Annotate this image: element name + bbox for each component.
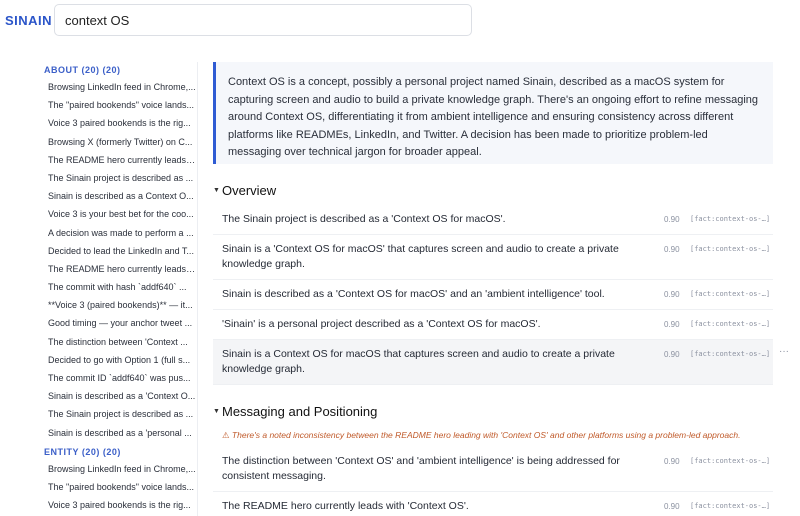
inconsistency-warning: ⚠ There's a noted inconsistency between the README hero leading with 'Context OS' and other platforms using a problem-led approach. xyxy=(222,430,741,440)
confidence-score: 0.90 xyxy=(664,290,680,299)
sidebar-item[interactable]: The distinction between 'Context ... xyxy=(48,336,188,347)
sidebar-divider xyxy=(197,62,198,516)
sidebar-item[interactable]: The commit with hash `addf640` ... xyxy=(48,282,187,293)
sidebar-section-entity-title: ENTITY (20) (20) xyxy=(44,446,121,457)
section-title: Messaging and Positioning xyxy=(222,403,378,419)
sidebar-item[interactable]: **Voice 3 (paired bookends)** — it... xyxy=(48,300,193,311)
sidebar-item[interactable]: Voice 3 is your best bet for the coo... xyxy=(48,209,194,220)
fact-row[interactable] xyxy=(213,492,773,516)
fact-source-tag: [fact:context-os-…] xyxy=(690,245,771,253)
fact-text: Sinain is a 'Context OS for macOS' that captures screen and audio to create a private knowledge graph. xyxy=(222,243,619,270)
fact-text: The Sinain project is described as a 'Context OS for macOS'. xyxy=(222,213,506,225)
section-header-overview[interactable] xyxy=(213,180,800,200)
confidence-score: 0.90 xyxy=(664,215,680,224)
sidebar-item[interactable]: Decided to lead the LinkedIn and T... xyxy=(48,245,194,256)
fact-text: 'Sinain' is a personal project described as a 'Context OS for macOS'. xyxy=(222,318,541,330)
sidebar-item[interactable]: Browsing LinkedIn feed in Chrome,... xyxy=(48,82,196,92)
sidebar-item[interactable]: Browsing X (formerly Twitter) on C... xyxy=(48,136,193,147)
search-input[interactable] xyxy=(54,4,472,36)
fact-source-tag: [fact:context-os-…] xyxy=(690,290,771,298)
sidebar-item[interactable]: Decided to go with Option 1 (full s... xyxy=(48,354,191,365)
more-options-icon[interactable]: ··· xyxy=(779,346,789,357)
sidebar-item[interactable]: The "paired bookends" voice lands... xyxy=(48,481,194,492)
confidence-score: 0.90 xyxy=(664,502,680,511)
section-header-messaging[interactable] xyxy=(213,401,800,421)
fact-source-tag: [fact:context-os-…] xyxy=(690,215,771,223)
fact-list-messaging xyxy=(213,447,800,516)
fact-row[interactable] xyxy=(213,280,773,310)
sidebar-item[interactable]: The Sinain project is described as ... xyxy=(48,172,194,183)
sidebar-item[interactable]: Voice 3 paired bookends is the rig... xyxy=(48,118,191,129)
fact-text: Sinain is a Context OS for macOS that captures screen and audio to create a private knowledge graph. xyxy=(222,348,615,375)
sidebar-item[interactable]: Sinain is described as a 'personal ... xyxy=(48,427,192,438)
fact-source-tag: [fact:context-os-…] xyxy=(690,320,771,328)
fact-source-tag: [fact:context-os-…] xyxy=(690,502,771,510)
sidebar-item[interactable]: Good timing — your anchor tweet ... xyxy=(48,318,193,329)
fact-row-hovered[interactable] xyxy=(213,340,789,385)
section-title: Overview xyxy=(222,182,277,198)
fact-row[interactable] xyxy=(213,447,773,492)
sidebar-section-about-title: ABOUT (20) (20) xyxy=(44,65,121,75)
sidebar xyxy=(44,62,196,516)
brand-logo[interactable]: SINAIN xyxy=(5,13,53,28)
sidebar-item[interactable]: The README hero currently leads ... xyxy=(48,154,196,165)
sidebar-item[interactable]: Voice 3 paired bookends is the rig... xyxy=(48,500,191,511)
sidebar-item[interactable]: Sinain is described as a Context O... xyxy=(48,191,194,202)
sidebar-list-about xyxy=(44,78,196,442)
main-content xyxy=(213,62,800,516)
sidebar-item[interactable]: Browsing LinkedIn feed in Chrome,... xyxy=(48,463,196,474)
confidence-score: 0.90 xyxy=(664,245,680,254)
top-bar xyxy=(0,0,800,42)
fact-text: Sinain is described as a 'Context OS for macOS' and an 'ambient intelligence' tool. xyxy=(222,288,605,300)
fact-row[interactable] xyxy=(213,205,773,235)
sidebar-item[interactable]: The README hero currently leads ... xyxy=(48,263,196,274)
fact-row[interactable] xyxy=(213,235,773,280)
sidebar-list-entity xyxy=(44,460,196,515)
sidebar-item[interactable]: A decision was made to perform a ... xyxy=(48,227,194,238)
confidence-score: 0.90 xyxy=(664,350,680,359)
caret-down-icon: ▼ xyxy=(213,407,220,415)
fact-source-tag: [fact:context-os-…] xyxy=(690,350,771,358)
fact-source-tag: [fact:context-os-…] xyxy=(690,457,771,465)
confidence-score: 0.90 xyxy=(664,457,680,466)
sidebar-item[interactable]: The "paired bookends" voice lands... xyxy=(48,100,194,111)
summary-callout: Context OS is a concept, possibly a personal project named Sinain, described as a macOS system for capturing screen and audio to build a private knowledge graph. There's an ongoing effort to refine messaging around Context OS, differentiating it from ambient intelligence and ensuring consistency across different platforms like READMEs, LinkedIn, and Twitter. A decision has been made to prioritize problem-led messaging over technical jargon for broader appeal. xyxy=(213,62,773,164)
sidebar-item[interactable]: The Sinain project is described as ... xyxy=(48,409,194,420)
caret-down-icon: ▼ xyxy=(213,186,220,194)
fact-list-overview xyxy=(213,205,800,385)
fact-text: The distinction between 'Context OS' and 'ambient intelligence' is being addressed for consistent messaging. xyxy=(222,455,620,482)
sidebar-item[interactable]: The commit ID `addf640` was pus... xyxy=(48,373,191,383)
sidebar-item[interactable]: Sinain is described as a 'Context O... xyxy=(48,391,196,402)
confidence-score: 0.90 xyxy=(664,320,680,329)
fact-text: The README hero currently leads with 'Context OS'. xyxy=(222,500,469,512)
fact-row[interactable] xyxy=(213,310,773,340)
